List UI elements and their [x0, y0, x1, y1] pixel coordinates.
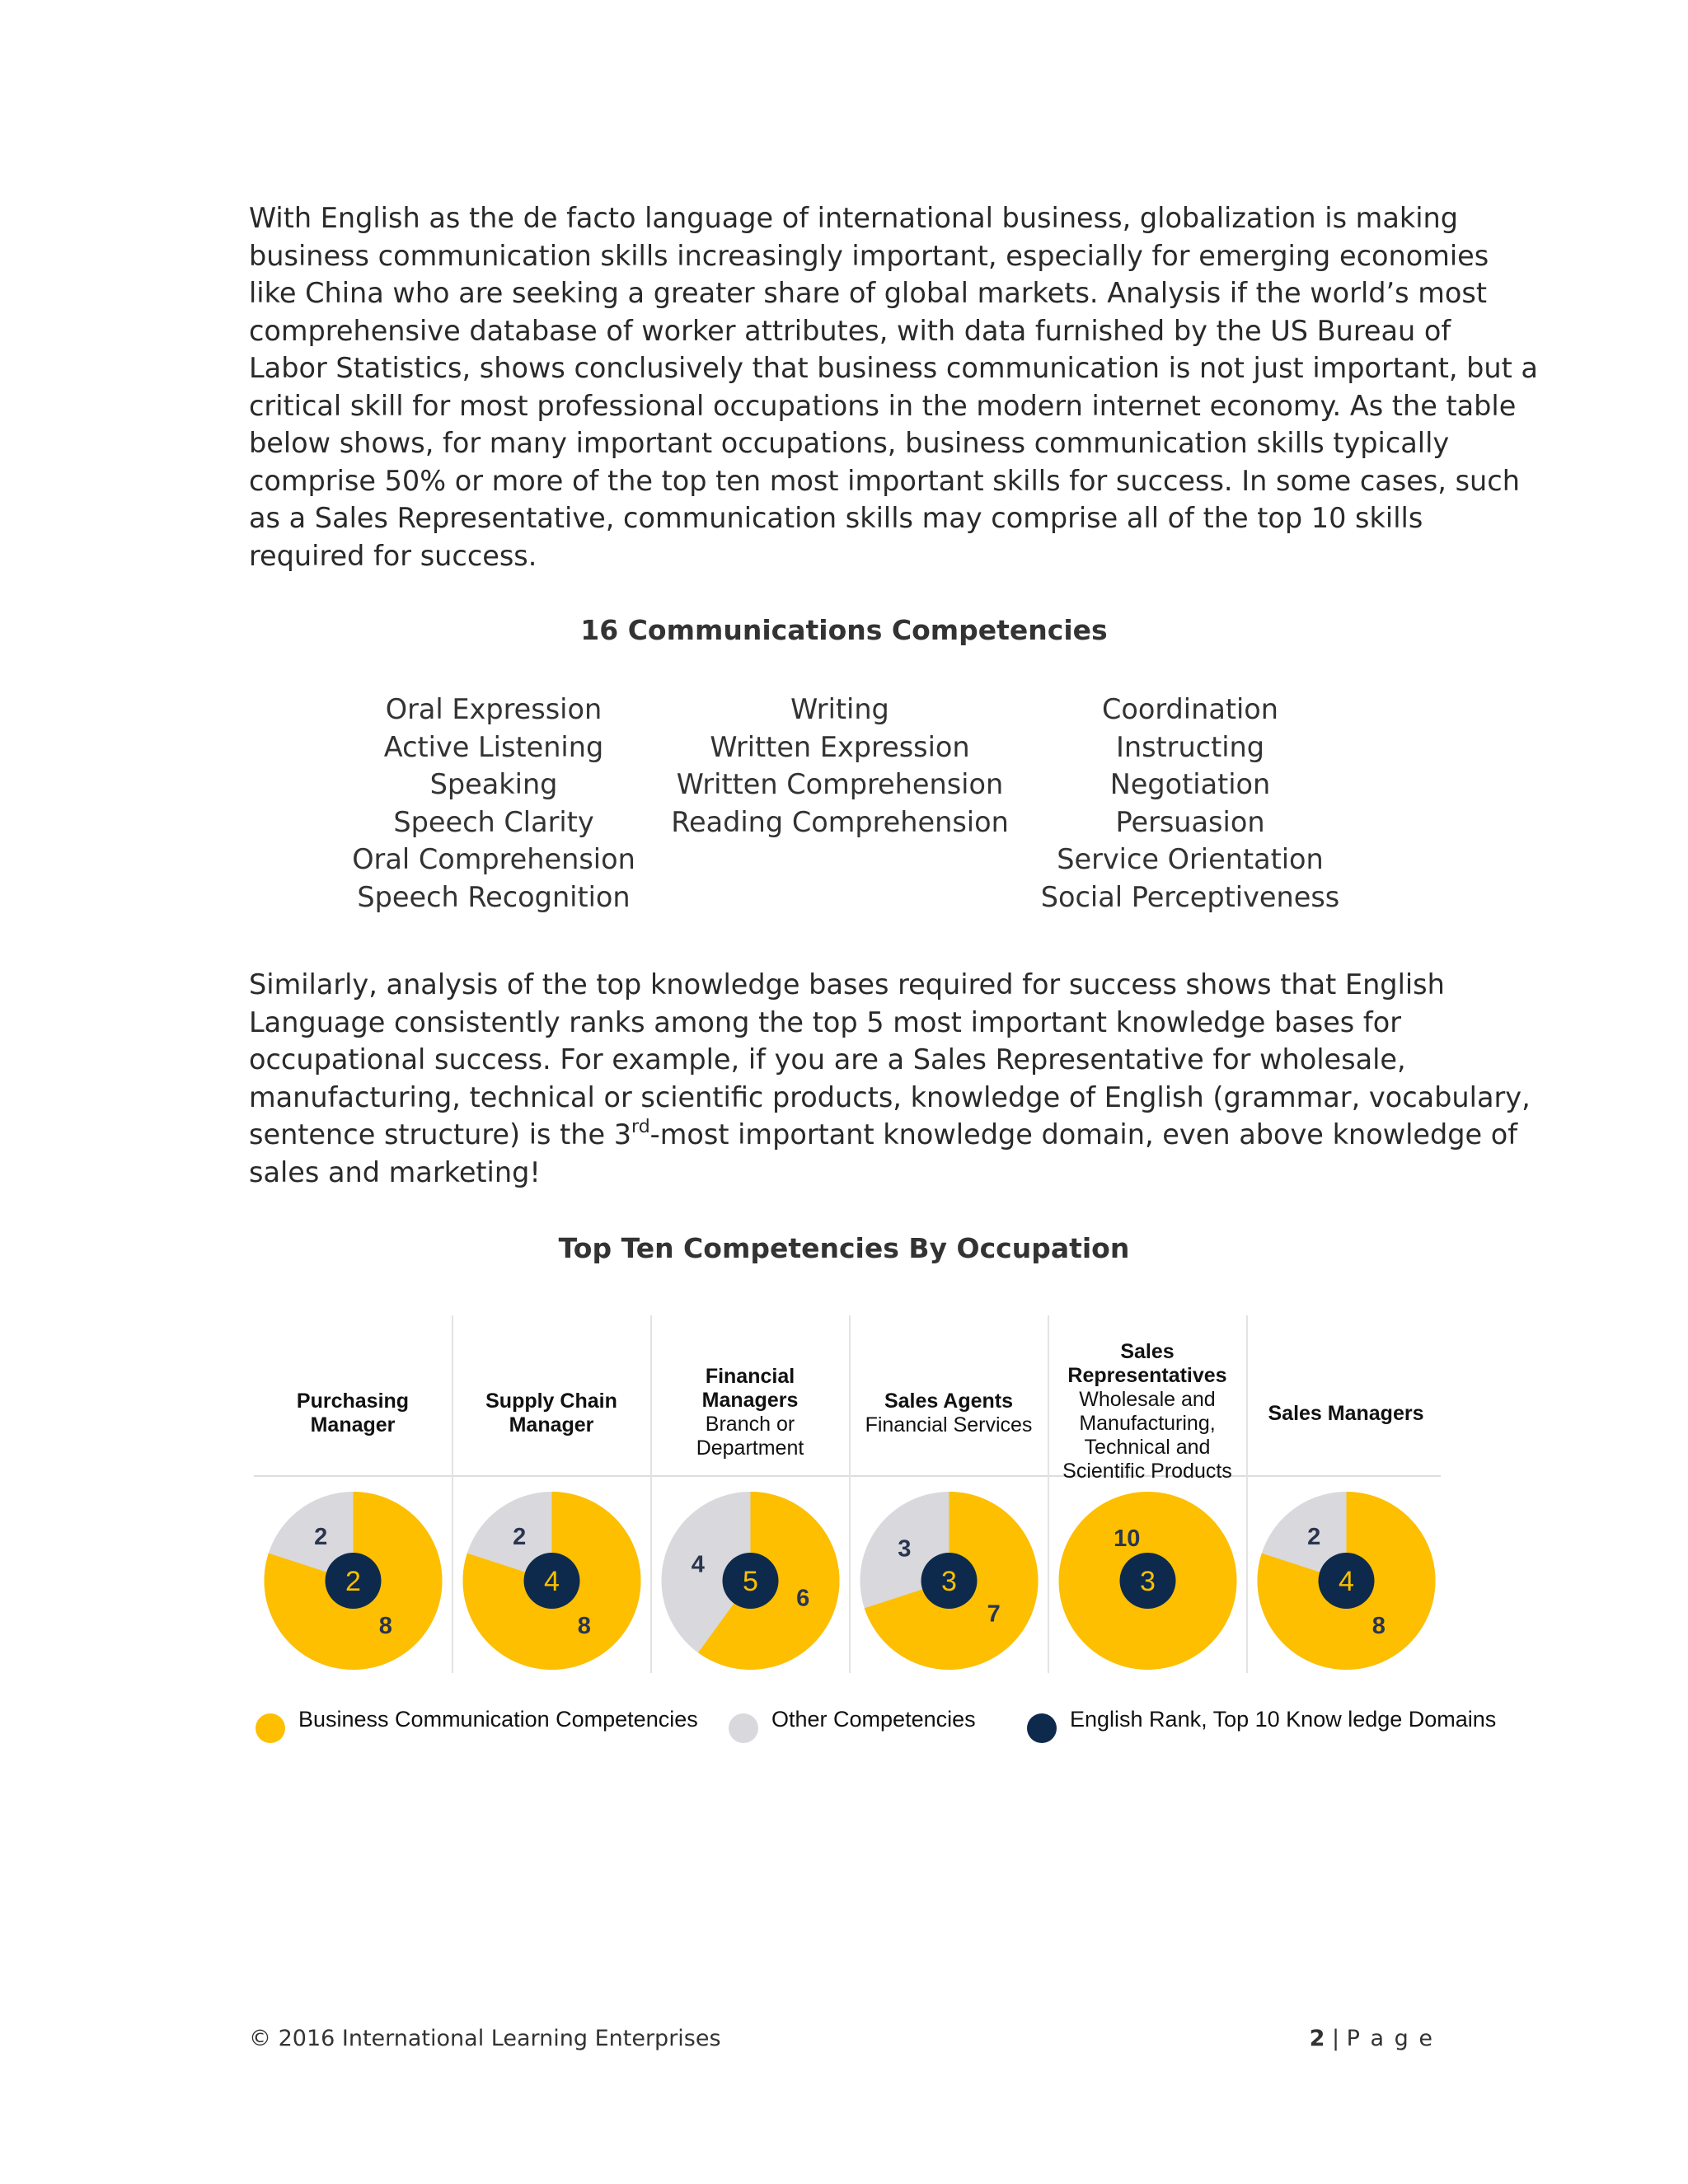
- competency-item: Oral Expression: [385, 693, 603, 725]
- knowledge-line: sales and marketing!: [249, 1155, 541, 1188]
- occupation-title-line: Sales Agents: [884, 1390, 1014, 1413]
- legend-item-business: [256, 1700, 717, 1741]
- competency-item: Oral Comprehension: [352, 843, 635, 875]
- occupation-subtitle-line: Technical and: [1084, 1436, 1211, 1459]
- occupation-header: [851, 1390, 1046, 1437]
- page-number: 2: [1309, 2026, 1325, 2051]
- occupation-pie: [1059, 1492, 1237, 1670]
- competency-item: Reading Comprehension: [671, 805, 1009, 838]
- intro-line: comprise 50% or more of the top ten most important skills for success. In some cases, such: [249, 464, 1520, 497]
- gray-dot-icon: [729, 1713, 758, 1743]
- intro-line: as a Sales Representative, communication skills may comprise all of the top 10 skills: [249, 502, 1423, 534]
- competency-item: Social Perceptiveness: [1040, 880, 1340, 913]
- knowledge-paragraph: [249, 966, 1531, 1191]
- occupation-title-line: Purchasing: [296, 1390, 410, 1413]
- competency-item: Written Comprehension: [676, 768, 1004, 800]
- business-communication-count-label: 10: [1114, 1525, 1141, 1552]
- knowledge-line-part: -most important knowledge domain, even above knowledge of: [649, 1118, 1518, 1151]
- intro-line: like China who are seeking a greater share of global markets. Analysis if the world’s most: [249, 277, 1487, 309]
- competency-item: Instructing: [1115, 730, 1265, 763]
- ordinal-suffix: rd: [631, 1116, 650, 1137]
- knowledge-line: occupational success. For example, if you are a Sales Representative for wholesale,: [249, 1043, 1406, 1076]
- business-communication-count-label: 8: [378, 1613, 392, 1640]
- intro-paragraph: [249, 199, 1538, 574]
- occupation-header: [1050, 1340, 1245, 1483]
- competency-item: Writing: [790, 693, 889, 725]
- occupation-pie: [662, 1492, 840, 1670]
- yellow-dot-icon: [256, 1713, 285, 1743]
- occupation-subtitle-line: Scientific Products: [1062, 1460, 1232, 1483]
- occupation-pie: [463, 1492, 641, 1670]
- competency-item: Persuasion: [1115, 805, 1265, 838]
- chart-heading: Top Ten Competencies By Occupation: [558, 1232, 1130, 1264]
- competency-item: Coordination: [1101, 693, 1279, 725]
- occupation-title-line: Sales Managers: [1268, 1402, 1424, 1425]
- legend-label: Other Competencies: [771, 1707, 976, 1732]
- intro-line: critical skill for most professional occupations in the modern internet economy. As the table: [249, 389, 1517, 422]
- english-rank-label: 3: [941, 1566, 957, 1597]
- english-rank-label: 2: [345, 1566, 361, 1597]
- competency-item: Negotiation: [1109, 768, 1271, 800]
- page-word: P a g e: [1346, 2026, 1434, 2051]
- footer-copyright: © 2016 International Learning Enterprises: [249, 2026, 721, 2051]
- occupation-subtitle-line: Manufacturing,: [1079, 1412, 1216, 1435]
- other-count-label: 2: [314, 1523, 328, 1550]
- occupation-subtitle-line: Branch or: [705, 1413, 795, 1436]
- occupation-pie: [265, 1492, 443, 1670]
- legend-label: Business Communication Competencies: [298, 1707, 698, 1732]
- business-communication-count-label: 8: [577, 1613, 591, 1640]
- occupation-title-line: Supply Chain: [485, 1390, 617, 1413]
- occupation-subtitle-line: Department: [696, 1436, 804, 1460]
- legend-item-other: [729, 1700, 1042, 1741]
- page-separator: |: [1325, 2026, 1347, 2051]
- intro-line: Labor Statistics, shows conclusively that business communication is not just important, but a: [249, 352, 1538, 384]
- competency-item: Written Expression: [710, 730, 970, 763]
- occupation-header: [1249, 1402, 1443, 1426]
- legend-label: English Rank, Top 10 Know ledge Domains: [1070, 1707, 1497, 1732]
- knowledge-line: Similarly, analysis of the top knowledge bases required for success shows that English: [249, 968, 1445, 1001]
- occupation-title-line: Representatives: [1067, 1364, 1227, 1387]
- occupation-title-line: Manager: [310, 1413, 396, 1436]
- intro-line: comprehensive database of worker attributes, with data furnished by the US Bureau of: [249, 314, 1451, 347]
- knowledge-line: [249, 1116, 1518, 1154]
- competency-item: Service Orientation: [1057, 843, 1324, 875]
- occupation-title-line: Managers: [701, 1389, 799, 1412]
- other-count-label: 2: [1307, 1523, 1321, 1550]
- occupation-header: [454, 1390, 649, 1437]
- competency-item: Speaking: [429, 768, 558, 800]
- english-rank-label: 4: [1339, 1566, 1354, 1597]
- occupation-title-line: Sales: [1120, 1340, 1175, 1363]
- occupation-header: [256, 1390, 450, 1437]
- occupation-subtitle-line: Financial Services: [865, 1413, 1033, 1436]
- intro-line: business communication skills increasingly important, especially for emerging economies: [249, 239, 1489, 272]
- navy-dot-icon: [1027, 1713, 1057, 1743]
- english-rank-label: 3: [1140, 1566, 1156, 1597]
- intro-line: With English as the de facto language of international business, globalization is making: [249, 202, 1459, 234]
- competency-item: Active Listening: [383, 730, 604, 763]
- occupation-header: [653, 1365, 847, 1460]
- business-communication-count-label: 6: [796, 1585, 810, 1612]
- other-count-label: 4: [691, 1551, 705, 1578]
- competencies-heading: 16 Communications Competencies: [580, 614, 1108, 646]
- interpersonal-competencies-column: [959, 691, 1421, 916]
- knowledge-line: manufacturing, technical or scientific products, knowledge of English (grammar, vocabulary,: [249, 1080, 1531, 1113]
- intro-line: below shows, for many important occupations, business communication skills typically: [249, 427, 1450, 459]
- english-rank-label: 4: [544, 1566, 560, 1597]
- business-communication-count-label: 7: [987, 1601, 1001, 1628]
- occupation-title-line: Financial: [705, 1365, 795, 1388]
- business-communication-count-label: 8: [1372, 1613, 1386, 1640]
- occupation-pie: [1258, 1492, 1436, 1670]
- footer-page: [1310, 2026, 1434, 2051]
- competency-item: Speech Recognition: [357, 880, 631, 913]
- english-rank-label: 5: [743, 1566, 758, 1597]
- other-count-label: 3: [898, 1535, 912, 1563]
- competency-item: Speech Clarity: [393, 805, 594, 838]
- intro-line: required for success.: [249, 539, 537, 572]
- occupation-pie: [860, 1492, 1039, 1670]
- other-count-label: 2: [513, 1523, 527, 1550]
- occupation-title-line: Manager: [509, 1413, 594, 1436]
- knowledge-line-part: sentence structure) is the 3: [249, 1118, 632, 1151]
- legend-item-english-rank: [1027, 1700, 1522, 1741]
- occupation-subtitle-line: Wholesale and: [1079, 1388, 1216, 1411]
- knowledge-line: Language consistently ranks among the top 5 most important knowledge bases for: [249, 1005, 1401, 1038]
